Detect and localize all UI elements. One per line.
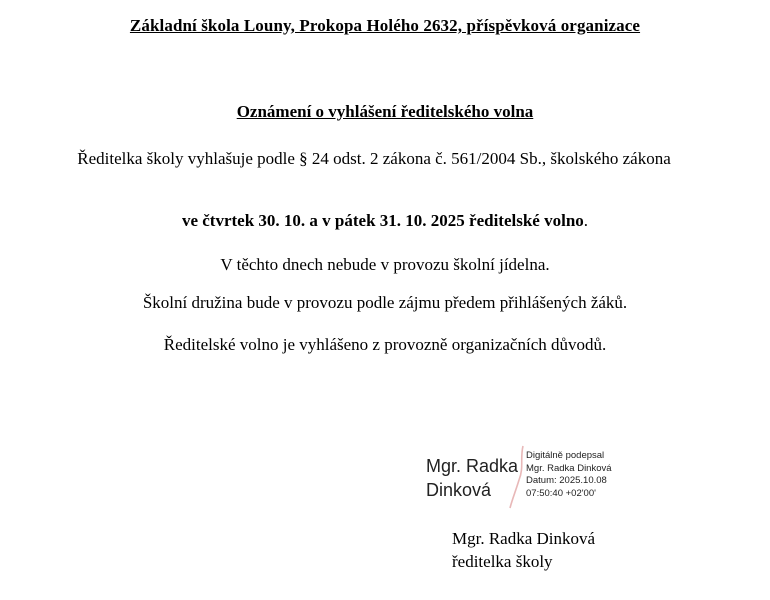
signature-detail-line: Datum: 2025.10.08 (526, 475, 607, 486)
signature-detail-line: Digitálně podepsal (526, 450, 605, 461)
signature-name (426, 454, 518, 502)
signature-details (526, 450, 612, 500)
signature-detail-line: Mgr. Radka Dinková (526, 462, 612, 474)
dates-text: ve čtvrtek 30. 10. a v pátek 31. 10. 2025 ředitelské volno (181, 211, 584, 230)
signatory-name: Mgr. Radka Dinková (452, 529, 596, 548)
intro-paragraph: Ředitelka školy vyhlašuje podle § 24 odst. 2 zákona č. 561/2004 Sb., školského zákona (77, 149, 671, 168)
school-header: Základní škola Louny, Prokopa Holého 2632, příspěvková organizace (129, 16, 641, 35)
signature-name-line1: Mgr. Radka (426, 456, 519, 476)
canteen-paragraph: V těchto dnech nebude v provozu školní jídelna. (220, 255, 550, 274)
after-school-club-paragraph: Školní družina bude v provozu podle zájmu předem přihlášených žáků. (142, 293, 628, 312)
dates-paragraph (0, 210, 770, 231)
notice-title: Oznámení o vyhlášení ředitelského volna (236, 102, 534, 121)
reason-paragraph: Ředitelské volno je vyhlášeno z provozně organizačních důvodů. (163, 335, 607, 354)
signature-stroke-icon (508, 444, 528, 510)
signatory-role: ředitelka školy (452, 552, 553, 571)
signatory-block (452, 527, 595, 573)
signature-detail-line: 07:50:40 +02'00' (526, 487, 596, 499)
signature-name-line2: Dinková (426, 480, 492, 500)
dates-period: . (583, 211, 589, 230)
digital-signature-block (424, 444, 654, 514)
